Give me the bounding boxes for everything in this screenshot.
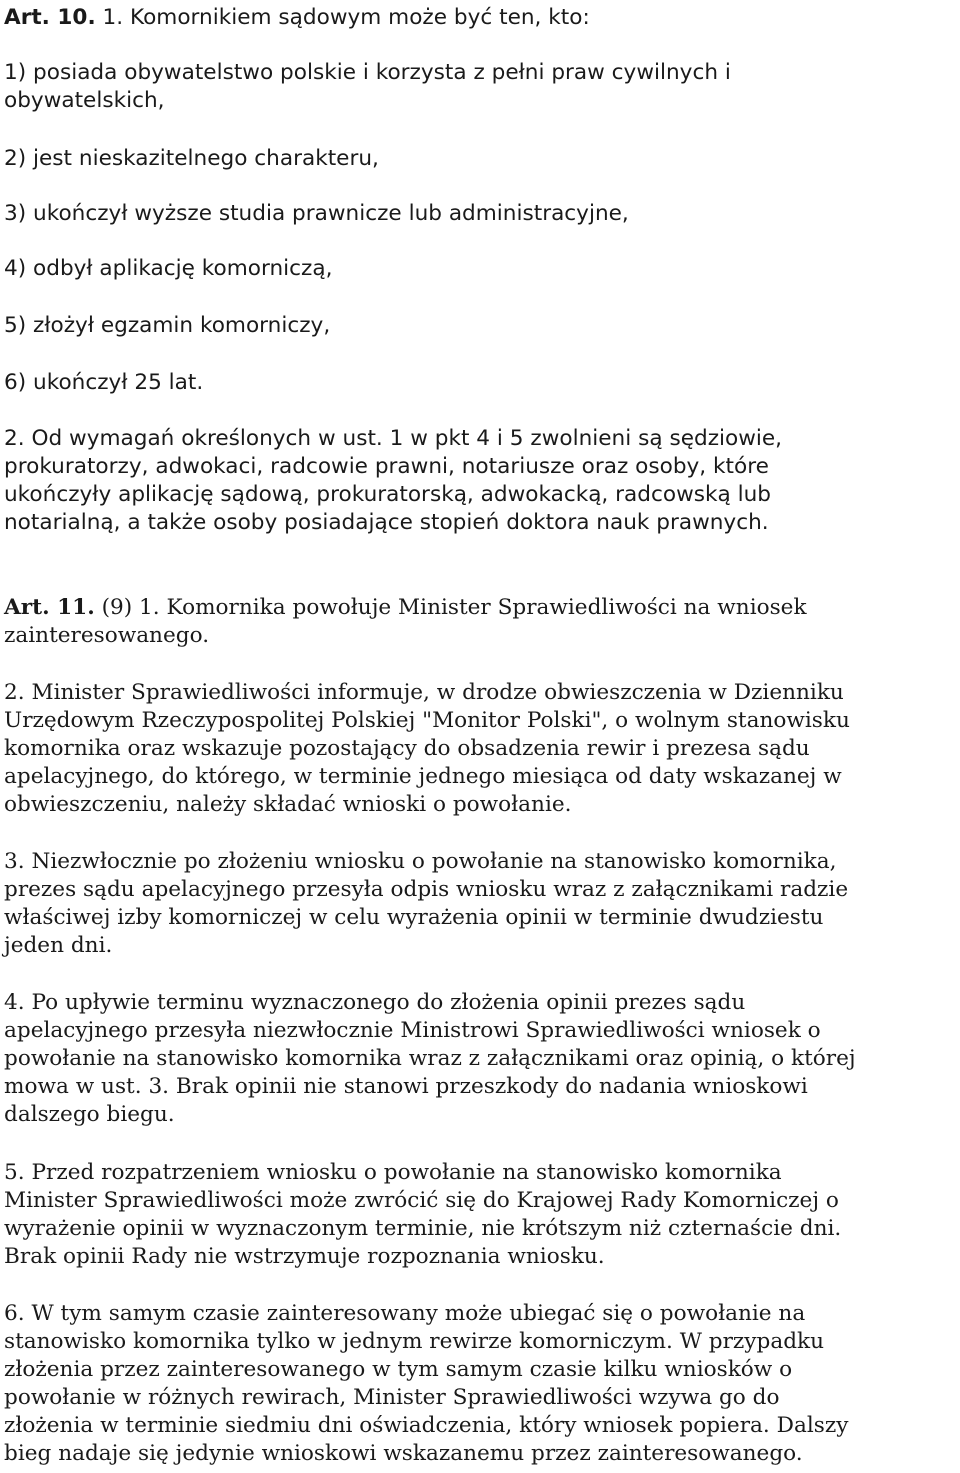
art10-item-5: 5) złożył egzamin komorniczy,: [4, 313, 331, 338]
art11-para2-line4: apelacyjnego, do którego, w terminie jednego miesiąca od daty wskazanej w: [4, 764, 842, 789]
art11-para6-line3: złożenia przez zainteresowanego w tym samym czasie kilku wniosków o: [4, 1357, 793, 1382]
art11-para3-line3: właściwej izby komorniczej w celu wyrażenia opinii w terminie dwudziestu: [4, 905, 824, 930]
art11-para6-line1: 6. W tym samym czasie zainteresowany może ubiegać się o powołanie na: [4, 1301, 806, 1326]
art10-para1-intro: 1. Komornikiem sądowym może być ten, kto:: [102, 5, 590, 30]
art11-para4-line5: dalszego biegu.: [4, 1102, 175, 1127]
art11-para4-line2: apelacyjnego przesyła niezwłocznie Ministrowi Sprawiedliwości wniosek o: [4, 1018, 821, 1043]
art10-first-line: [4, 4, 590, 31]
art11-para5-line4: Brak opinii Rady nie wstrzymuje rozpoznania wniosku.: [4, 1244, 605, 1269]
art11-para5-line3: wyrażenie opinii w wyznaczonym terminie, nie krótszym niż czternaście dni.: [4, 1216, 842, 1241]
art11-para6-line2: stanowisko komornika tylko w jednym rewirze komorniczym. W przypadku: [4, 1329, 825, 1354]
art11-para2-line5: obwieszczeniu, należy składać wnioski o powołanie.: [4, 792, 572, 817]
art11-para4-line4: mowa w ust. 3. Brak opinii nie stanowi przeszkody do nadania wnioskowi: [4, 1074, 808, 1099]
art11-para2-line3: komornika oraz wskazuje pozostający do obsadzenia rewir i prezesa sądu: [4, 736, 810, 761]
art10-item-2: 2) jest nieskazitelnego charakteru,: [4, 146, 379, 171]
art11-first-line: [4, 594, 807, 621]
art11-para4-line1: 4. Po upływie terminu wyznaczonego do złożenia opinii prezes sądu: [4, 990, 746, 1015]
art11-para4-line3: powołanie na stanowisko komornika wraz z załącznikami oraz opinią, o której: [4, 1046, 856, 1071]
art11-para5-line1: 5. Przed rozpatrzeniem wniosku o powołanie na stanowisko komornika: [4, 1160, 782, 1185]
art10-para2-line1: 2. Od wymagań określonych w ust. 1 w pkt 4 i 5 zwolnieni są sędziowie,: [4, 426, 783, 451]
art11-para6-line6: bieg nadaje się jedynie wnioskowi wskazanemu przez zainteresowanego.: [4, 1441, 803, 1466]
art11-para3-line2: prezes sądu apelacyjnego przesyła odpis wniosku wraz z załącznikami radzie: [4, 877, 849, 902]
art10-para2-line2: prokuratorzy, adwokaci, radcowie prawni, notariusze oraz osoby, które: [4, 454, 769, 479]
art10-item-6: 6) ukończył 25 lat.: [4, 370, 204, 395]
art10-item-1a: 1) posiada obywatelstwo polskie i korzysta z pełni praw cywilnych i: [4, 60, 731, 85]
art11-para5-line2: Minister Sprawiedliwości może zwrócić się do Krajowej Rady Komorniczej o: [4, 1188, 839, 1213]
art11-para3-line1: 3. Niezwłocznie po złożeniu wniosku o powołanie na stanowisko komornika,: [4, 849, 837, 874]
art11-para1-line2: zainteresowanego.: [4, 623, 210, 648]
art11-para6-line5: złożenia w terminie siedmiu dni oświadczenia, który wniosek popiera. Dalszy: [4, 1413, 849, 1438]
art10-item-4: 4) odbył aplikację komorniczą,: [4, 256, 333, 281]
art10-heading: Art. 10.: [4, 5, 96, 30]
art11-para2-line1: 2. Minister Sprawiedliwości informuje, w drodze obwieszczenia w Dzienniku: [4, 680, 844, 705]
art11-para6-line4: powołanie w różnych rewirach, Minister Sprawiedliwości wzywa go do: [4, 1385, 780, 1410]
art10-item-3: 3) ukończył wyższe studia prawnicze lub administracyjne,: [4, 201, 629, 226]
art11-para3-line4: jeden dni.: [4, 933, 113, 958]
art11-para2-line2: Urzędowym Rzeczypospolitej Polskiej "Monitor Polski", o wolnym stanowisku: [4, 708, 850, 733]
art11-para1-line1: (9) 1. Komornika powołuje Minister Sprawiedliwości na wniosek: [101, 595, 807, 620]
art10-para2-line4: notarialną, a także osoby posiadające stopień doktora nauk prawnych.: [4, 510, 769, 535]
art10-para2-line3: ukończyły aplikację sądową, prokuratorską, adwokacką, radcowską lub: [4, 482, 771, 507]
art11-heading: Art. 11.: [4, 595, 95, 620]
art10-item-1b: obywatelskich,: [4, 88, 165, 113]
